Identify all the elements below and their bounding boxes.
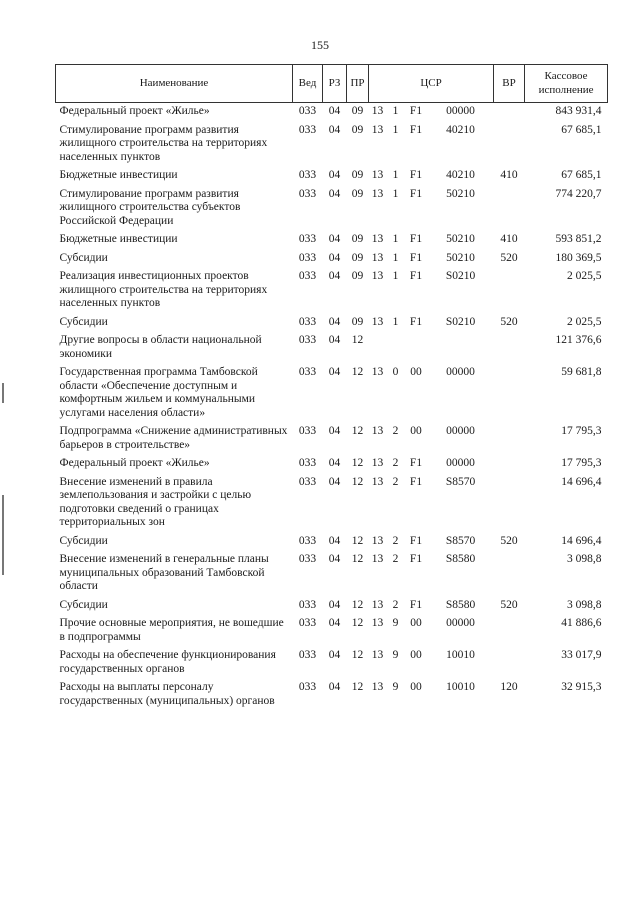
row-rz: 04	[328, 169, 341, 181]
row-rz: 04	[328, 366, 341, 378]
row-pr: 12	[351, 425, 364, 437]
row-csr-subprogram: 2	[392, 457, 399, 469]
row-vr	[494, 551, 525, 597]
row-rz: 04	[328, 649, 341, 661]
table-row	[56, 597, 608, 616]
row-rz: 04	[328, 315, 341, 328]
row-csr-subprogram: 1	[392, 270, 399, 282]
row-csr-direction: 10010	[446, 681, 475, 693]
row-pr: 12	[351, 617, 364, 629]
row-vr	[494, 122, 525, 168]
row-pr: 12	[351, 534, 364, 547]
row-csr-program: 13	[371, 123, 384, 136]
row-csr-direction: 00000	[446, 105, 475, 117]
budget-table	[55, 64, 608, 711]
row-csr-program: 13	[371, 105, 384, 117]
row-vr	[494, 647, 525, 679]
table-row	[56, 551, 608, 597]
table-row	[56, 167, 608, 186]
row-sum: 33 017,9	[561, 649, 602, 661]
row-name: Субсидии	[59, 598, 108, 611]
row-csr-event	[405, 332, 428, 364]
row-sum: 17 795,3	[561, 425, 602, 437]
row-csr-subprogram: 2	[392, 534, 399, 547]
row-csr-subprogram: 2	[392, 598, 399, 611]
row-csr-subprogram: 9	[392, 649, 399, 661]
row-name: Субсидии	[59, 315, 108, 328]
row-ved: 033	[298, 251, 317, 264]
row-vr	[494, 615, 525, 647]
row-csr-direction: 40210	[446, 123, 475, 136]
row-name: Расходы на обеспечение функционирования государственных органов	[59, 649, 276, 675]
row-csr-direction: S8580	[445, 598, 476, 611]
row-name: Внесение изменений в генеральные планы муниципальных образований Тамбовской области	[59, 553, 269, 592]
row-sum: 843 931,4	[555, 105, 602, 117]
row-csr-event: F1	[409, 187, 423, 200]
header-vr: ВР	[494, 65, 525, 103]
row-csr-subprogram: 1	[392, 169, 399, 181]
row-csr-event: 00	[410, 617, 422, 629]
row-csr-direction: 00000	[446, 617, 475, 629]
row-csr-direction: 10010	[446, 649, 475, 661]
row-csr-event: F1	[409, 105, 423, 117]
row-rz: 04	[328, 598, 341, 611]
row-name: Внесение изменений в правила землепользования и застройки с целью подготовки сведений о границах территориальных зон	[59, 475, 252, 528]
row-sum: 32 915,3	[561, 681, 602, 693]
table-row	[56, 250, 608, 269]
row-pr: 09	[351, 105, 364, 117]
header-rz: РЗ	[323, 65, 347, 103]
table-row	[56, 364, 608, 423]
row-vr: 120	[500, 681, 518, 693]
header-ved: Вед	[293, 65, 323, 103]
row-ved: 033	[298, 123, 317, 136]
row-ved: 033	[298, 315, 317, 328]
table-row	[56, 679, 608, 711]
table-row	[56, 268, 608, 314]
table-row	[56, 122, 608, 168]
row-csr-event: 00	[410, 425, 422, 437]
row-name: Федеральный проект «Жилье»	[59, 105, 210, 117]
row-pr: 12	[351, 649, 364, 661]
row-name: Субсидии	[59, 534, 108, 547]
row-csr-direction: 00000	[446, 457, 475, 469]
row-ved: 033	[298, 681, 317, 693]
row-csr-program: 13	[371, 681, 384, 693]
row-csr-event: F1	[409, 598, 423, 611]
row-csr-direction	[428, 332, 494, 364]
row-rz: 04	[328, 534, 341, 547]
row-vr	[494, 455, 525, 474]
row-csr-direction: S0210	[445, 315, 476, 328]
row-csr-program: 13	[371, 233, 384, 245]
row-csr-event: F1	[409, 475, 423, 488]
row-rz: 04	[328, 123, 341, 136]
row-csr-program: 13	[371, 553, 384, 565]
row-rz: 04	[328, 270, 341, 282]
row-pr: 12	[351, 366, 364, 378]
row-csr-direction: 50210	[446, 187, 475, 200]
row-csr-program: 13	[371, 598, 384, 611]
margin-mark	[2, 383, 4, 403]
row-rz: 04	[328, 187, 341, 200]
row-pr: 09	[351, 169, 364, 181]
row-csr-direction: 00000	[446, 366, 475, 378]
row-pr: 12	[351, 475, 364, 488]
row-csr-program: 13	[371, 366, 384, 378]
row-csr-direction: 50210	[446, 251, 475, 264]
row-sum: 180 369,5	[555, 251, 602, 264]
row-ved: 033	[298, 334, 317, 346]
row-csr-event: 00	[410, 366, 422, 378]
row-sum: 14 696,4	[561, 475, 602, 488]
row-csr-program: 13	[371, 475, 384, 488]
row-vr: 520	[500, 315, 518, 328]
row-sum: 67 685,1	[561, 123, 602, 136]
row-csr-event: F1	[409, 233, 423, 245]
row-csr-program: 13	[371, 187, 384, 200]
row-rz: 04	[328, 475, 341, 488]
table-row	[56, 615, 608, 647]
row-name: Федеральный проект «Жилье»	[59, 457, 210, 469]
row-name: Подпрограмма «Снижение административных барьеров в строительстве»	[59, 425, 288, 451]
row-name: Расходы на выплаты персоналу государственных (муниципальных) органов	[59, 681, 275, 707]
row-csr-direction: S8570	[445, 475, 476, 488]
row-csr-subprogram: 0	[392, 366, 399, 378]
row-csr-subprogram: 1	[392, 251, 399, 264]
row-csr-event: F1	[409, 315, 423, 328]
row-ved: 033	[298, 534, 317, 547]
row-vr: 410	[500, 169, 518, 181]
row-name: Стимулирование программ развития жилищного строительства на территориях населенных пунктов	[59, 123, 268, 163]
row-csr-event: F1	[409, 169, 423, 181]
row-ved: 033	[298, 233, 317, 245]
row-ved: 033	[298, 105, 317, 117]
row-vr	[494, 103, 525, 122]
row-ved: 033	[298, 425, 317, 437]
row-pr: 09	[351, 233, 364, 245]
row-csr-event: F1	[409, 457, 423, 469]
row-vr: 520	[500, 598, 518, 611]
row-csr-program: 13	[371, 617, 384, 629]
row-sum: 774 220,7	[555, 187, 602, 200]
row-name: Другие вопросы в области национальной экономики	[59, 334, 262, 360]
row-ved: 033	[298, 270, 317, 282]
row-csr-subprogram: 1	[392, 187, 399, 200]
row-csr-subprogram: 9	[392, 681, 399, 693]
row-pr: 12	[351, 457, 364, 469]
table-row	[56, 103, 608, 122]
row-sum: 2 025,5	[567, 315, 602, 328]
row-ved: 033	[298, 617, 317, 629]
row-pr: 09	[351, 315, 364, 328]
row-csr-subprogram: 9	[392, 617, 399, 629]
row-csr-direction: 50210	[446, 233, 475, 245]
row-sum: 3 098,8	[567, 553, 602, 565]
header-csr: ЦСР	[369, 65, 494, 103]
row-csr-program: 13	[371, 425, 384, 437]
row-csr-subprogram: 2	[392, 425, 399, 437]
row-rz: 04	[328, 334, 341, 346]
row-csr-program: 13	[371, 457, 384, 469]
row-sum: 593 851,2	[555, 233, 602, 245]
row-ved: 033	[298, 169, 317, 181]
row-name: Бюджетные инвестиции	[59, 233, 178, 245]
table-row	[56, 314, 608, 333]
row-csr-subprogram: 2	[392, 475, 399, 488]
table-row	[56, 647, 608, 679]
row-sum: 2 025,5	[567, 270, 602, 282]
row-rz: 04	[328, 553, 341, 565]
row-csr-subprogram: 1	[392, 123, 399, 136]
page-number: 155	[311, 38, 329, 52]
table-row	[56, 423, 608, 455]
row-ved: 033	[298, 553, 317, 565]
table-row	[56, 186, 608, 232]
row-pr: 12	[351, 598, 364, 611]
table-header	[56, 65, 608, 103]
row-csr-program: 13	[371, 649, 384, 661]
row-vr: 520	[500, 534, 518, 547]
row-sum: 17 795,3	[561, 457, 602, 469]
row-ved: 033	[298, 598, 317, 611]
table-row	[56, 231, 608, 250]
row-ved: 033	[298, 475, 317, 488]
row-name: Субсидии	[59, 251, 108, 264]
header-sum: Кассовое исполнение	[525, 65, 608, 103]
row-vr: 410	[500, 233, 518, 245]
row-ved: 033	[298, 366, 317, 378]
row-vr	[494, 268, 525, 314]
row-vr	[494, 423, 525, 455]
row-csr-direction: S8570	[445, 534, 476, 547]
row-csr-subprogram: 2	[392, 553, 399, 565]
row-sum: 3 098,8	[567, 598, 602, 611]
header-pr: ПР	[347, 65, 369, 103]
row-csr-program: 13	[371, 251, 384, 264]
table-row	[56, 332, 608, 364]
row-rz: 04	[328, 681, 341, 693]
row-rz: 04	[328, 457, 341, 469]
row-csr-direction: S0210	[445, 270, 476, 282]
row-csr-subprogram: 1	[392, 315, 399, 328]
row-csr-subprogram: 1	[392, 233, 399, 245]
row-csr-direction: 00000	[446, 425, 475, 437]
table-row	[56, 455, 608, 474]
row-csr-direction: S8580	[445, 553, 476, 565]
row-csr-event: 00	[410, 681, 422, 693]
row-csr-program: 13	[371, 169, 384, 181]
row-vr	[494, 474, 525, 533]
row-rz: 04	[328, 425, 341, 437]
row-rz: 04	[328, 105, 341, 117]
row-pr: 09	[351, 187, 364, 200]
row-csr-subprogram	[387, 332, 405, 364]
row-pr: 12	[351, 334, 364, 346]
row-rz: 04	[328, 233, 341, 245]
row-csr-event: F1	[409, 123, 423, 136]
row-pr: 12	[351, 553, 364, 565]
row-pr: 12	[351, 681, 364, 693]
margin-mark	[2, 495, 4, 575]
row-csr-event: F1	[409, 251, 423, 264]
row-csr-event: F1	[409, 534, 423, 547]
row-sum: 14 696,4	[561, 534, 602, 547]
row-name: Реализация инвестиционных проектов жилищного строительства на территориях населенных пунктов	[59, 270, 268, 309]
row-pr: 09	[351, 270, 364, 282]
row-name: Бюджетные инвестиции	[59, 169, 178, 181]
row-vr	[494, 186, 525, 232]
row-csr-event: F1	[409, 553, 423, 565]
table-row	[56, 474, 608, 533]
row-ved: 033	[298, 187, 317, 200]
row-vr	[494, 332, 525, 364]
row-sum: 41 886,6	[561, 617, 602, 629]
row-name: Государственная программа Тамбовской области «Обеспечение доступным и комфортным жильем и коммунальными услугами населения области»	[59, 366, 258, 419]
table-row	[56, 533, 608, 552]
row-csr-subprogram: 1	[392, 105, 399, 117]
row-name: Прочие основные мероприятия, не вошедшие в подпрограммы	[59, 617, 284, 643]
row-csr-program	[369, 332, 387, 364]
row-ved: 033	[298, 457, 317, 469]
row-name: Стимулирование программ развития жилищного строительства субъектов Российской Федерации	[59, 187, 241, 227]
row-csr-event: 00	[410, 649, 422, 661]
row-pr: 09	[351, 123, 364, 136]
row-vr: 520	[500, 251, 518, 264]
row-csr-direction: 40210	[446, 169, 475, 181]
row-csr-program: 13	[371, 534, 384, 547]
row-sum: 59 681,8	[561, 366, 602, 378]
header-name: Наименование	[56, 65, 293, 103]
row-rz: 04	[328, 251, 341, 264]
row-csr-program: 13	[371, 315, 384, 328]
row-csr-program: 13	[371, 270, 384, 282]
row-ved: 033	[298, 649, 317, 661]
row-rz: 04	[328, 617, 341, 629]
row-pr: 09	[351, 251, 364, 264]
table-body	[56, 103, 608, 712]
row-sum: 67 685,1	[561, 169, 602, 181]
row-csr-event: F1	[409, 270, 423, 282]
row-vr	[494, 364, 525, 423]
row-sum: 121 376,6	[555, 334, 602, 346]
